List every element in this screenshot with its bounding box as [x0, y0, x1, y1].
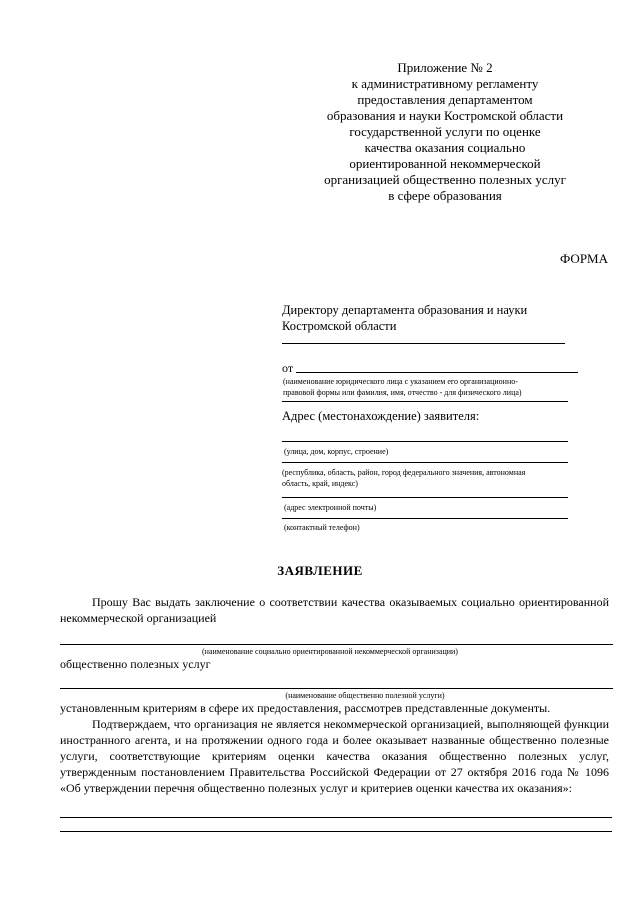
confirmation-paragraph [60, 716, 609, 796]
appendix-line: ориентированной некоммерческой [349, 156, 541, 171]
email-caption: (адрес электронной почты) [284, 503, 377, 512]
appendix-line: организацией общественно полезных услуг [324, 172, 566, 187]
request-text: Прошу Вас выдать заключение о соответствии качества оказываемых социально ориентированной некоммерческой организацией [60, 595, 609, 625]
region-caption-1: (республика, область, район, город федерального значения, автономная [282, 468, 526, 477]
appendix-line: Приложение № 2 [397, 60, 493, 75]
appendix-line: качества оказания социально [364, 140, 526, 155]
request-paragraph [60, 594, 609, 626]
addressee-line-1: Директору департамента образования и науки [282, 303, 528, 317]
criteria-paragraph: установленным критериям в сфере их предоставления, рассмотрев представленные документы. [60, 701, 551, 715]
from-field-line[interactable] [296, 372, 578, 373]
address-label: Адрес (местонахождение) заявителя: [282, 409, 480, 423]
from-caption-2: правовой формы или фамилия, имя, отчество - для физического лица) [283, 388, 522, 397]
appendix-header [300, 60, 590, 204]
phone-field-line[interactable] [282, 518, 568, 519]
appendix-line: к административному регламенту [351, 76, 539, 91]
street-caption: (улица, дом, корпус, строение) [284, 447, 389, 456]
confirmation-text: Подтверждаем, что организация не является некоммерческой организацией, выполняющей функции иностранного агента, и на протяжении одного года и более оказывает названные общественно полезные услуги, соответствующие критериям оценки качества оказания общественно полезных услуг, утвержденным постановлением Правительства Российской Федерации от 27 октября 2016 года № 1096 «Об утверждении перечня общественно полезных услуг и критериев оценки качества их оказания»: [60, 717, 609, 795]
appendix-line: в сфере образования [388, 188, 502, 203]
phone-caption: (контактный телефон) [284, 523, 360, 532]
answer-field-line-1[interactable] [60, 817, 612, 818]
service-name-field-line[interactable] [60, 688, 613, 689]
addressee-block [282, 302, 527, 334]
document-title: ЗАЯВЛЕНИЕ [277, 563, 363, 578]
services-label: общественно полезных услуг [60, 657, 211, 671]
region-caption-2: область, край, индекс) [282, 479, 358, 488]
service-name-caption: (наименование общественно полезной услуги) [285, 691, 445, 700]
appendix-line: предоставления департаментом [357, 92, 533, 107]
org-name-field-line[interactable] [60, 644, 613, 645]
from-field-line-2[interactable] [282, 401, 568, 402]
org-name-caption: (наименование социально ориентированной некоммерческой организации) [202, 647, 458, 656]
appendix-line: образования и науки Костромской области [326, 108, 564, 123]
street-field-line[interactable] [282, 441, 568, 442]
addressee-blank-line[interactable] [282, 343, 565, 344]
from-caption-1: (наименование юридического лица с указанием его организационно- [283, 377, 518, 386]
addressee-line-2: Костромской области [282, 319, 397, 333]
answer-field-line-2[interactable] [60, 831, 612, 832]
form-label: ФОРМА [560, 251, 608, 266]
email-field-line[interactable] [282, 497, 568, 498]
appendix-line: государственной услуги по оценке [349, 124, 541, 139]
from-label: от [282, 361, 294, 375]
region-field-line[interactable] [282, 462, 568, 463]
